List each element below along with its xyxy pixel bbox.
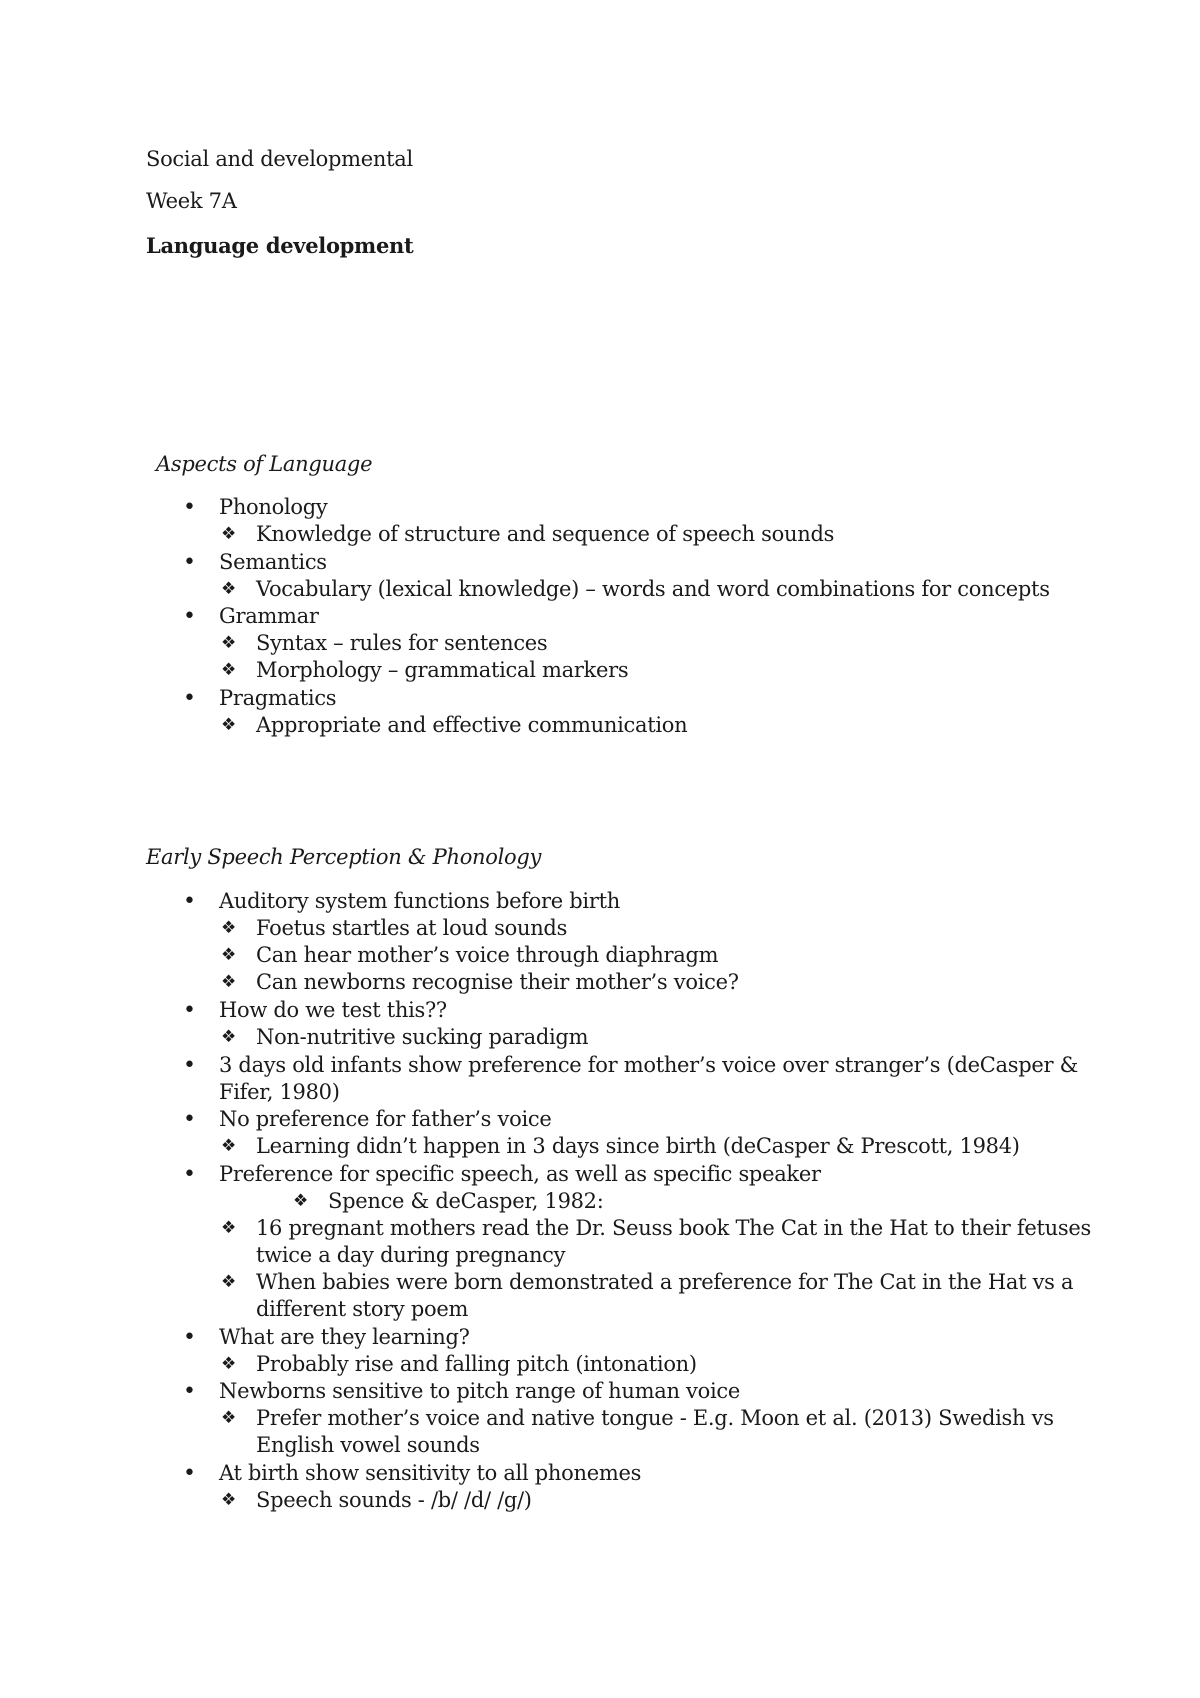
sub-list-item: Foetus startles at loud sounds bbox=[256, 916, 568, 940]
list-item: At birth show sensitivity to all phonemes bbox=[219, 1461, 642, 1485]
diamond-bullet-icon: ❖ bbox=[293, 1191, 309, 1211]
bullet-icon: • bbox=[183, 1107, 196, 1132]
page-title: Language development bbox=[146, 233, 414, 258]
diamond-bullet-icon: ❖ bbox=[221, 918, 237, 938]
sub-list-item-continuation: twice a day during pregnancy bbox=[256, 1243, 566, 1267]
bullet-icon: • bbox=[183, 604, 196, 629]
diamond-bullet-icon: ❖ bbox=[221, 715, 237, 735]
section-heading-aspects: Aspects of Language bbox=[156, 452, 373, 476]
diamond-bullet-icon: ❖ bbox=[221, 524, 237, 544]
sub-list-item: Prefer mother’s voice and native tongue - E.g. Moon et al. (2013) Swedish vs bbox=[256, 1406, 1054, 1430]
bullet-icon: • bbox=[183, 495, 196, 520]
sub-list-item: Morphology – grammatical markers bbox=[256, 658, 629, 682]
bullet-icon: • bbox=[183, 1461, 196, 1486]
diamond-bullet-icon: ❖ bbox=[221, 1354, 237, 1374]
sub-list-item: Learning didn’t happen in 3 days since birth (deCasper & Prescott, 1984) bbox=[256, 1134, 1020, 1158]
sub-list-item: Knowledge of structure and sequence of speech sounds bbox=[256, 522, 835, 546]
course-title: Social and developmental bbox=[146, 147, 413, 171]
list-item: 3 days old infants show preference for mother’s voice over stranger’s (deCasper & bbox=[219, 1053, 1079, 1077]
list-item: Preference for specific speech, as well as specific speaker bbox=[219, 1162, 821, 1186]
sub-list-item: Syntax – rules for sentences bbox=[256, 631, 548, 655]
diamond-bullet-icon: ❖ bbox=[221, 579, 237, 599]
sub-list-item: Probably rise and falling pitch (intonation) bbox=[256, 1352, 697, 1376]
list-item: Pragmatics bbox=[219, 686, 337, 710]
sub-list-item: Speech sounds - /b/ /d/ /g/) bbox=[256, 1488, 532, 1512]
diamond-bullet-icon: ❖ bbox=[221, 1218, 237, 1238]
diamond-bullet-icon: ❖ bbox=[221, 945, 237, 965]
sub-list-item: When babies were born demonstrated a preference for The Cat in the Hat vs a bbox=[256, 1270, 1074, 1294]
bullet-icon: • bbox=[183, 889, 196, 914]
week-label: Week 7A bbox=[146, 189, 237, 213]
diamond-bullet-icon: ❖ bbox=[221, 633, 237, 653]
sub-list-item: Can hear mother’s voice through diaphragm bbox=[256, 943, 719, 967]
bullet-icon: • bbox=[183, 550, 196, 575]
sub-list-item-continuation: different story poem bbox=[256, 1297, 469, 1321]
diamond-bullet-icon: ❖ bbox=[221, 1027, 237, 1047]
list-item: Auditory system functions before birth bbox=[219, 889, 620, 913]
list-item: Phonology bbox=[219, 495, 328, 519]
list-item-continuation: Fifer, 1980) bbox=[219, 1080, 340, 1104]
diamond-bullet-icon: ❖ bbox=[221, 1408, 237, 1428]
sub-list-item-continuation: English vowel sounds bbox=[256, 1433, 480, 1457]
diamond-bullet-icon: ❖ bbox=[221, 1490, 237, 1510]
diamond-bullet-icon: ❖ bbox=[221, 972, 237, 992]
list-item: What are they learning? bbox=[219, 1325, 470, 1349]
list-item: Newborns sensitive to pitch range of human voice bbox=[219, 1379, 740, 1403]
list-item: No preference for father’s voice bbox=[219, 1107, 552, 1131]
sub-list-item: 16 pregnant mothers read the Dr. Seuss book The Cat in the Hat to their fetuses bbox=[256, 1216, 1091, 1240]
sub-list-item: Non-nutritive sucking paradigm bbox=[256, 1025, 589, 1049]
sub-list-item: Can newborns recognise their mother’s voice? bbox=[256, 970, 739, 994]
diamond-bullet-icon: ❖ bbox=[221, 1136, 237, 1156]
sub-list-item: Spence & deCasper, 1982: bbox=[328, 1189, 604, 1213]
list-item: Semantics bbox=[219, 550, 327, 574]
section-heading-early-speech: Early Speech Perception & Phonology bbox=[146, 845, 542, 869]
list-item: How do we test this?? bbox=[219, 998, 447, 1022]
bullet-icon: • bbox=[183, 1325, 196, 1350]
bullet-icon: • bbox=[183, 998, 196, 1023]
sub-list-item: Appropriate and effective communication bbox=[256, 713, 688, 737]
diamond-bullet-icon: ❖ bbox=[221, 1272, 237, 1292]
list-item: Grammar bbox=[219, 604, 319, 628]
diamond-bullet-icon: ❖ bbox=[221, 660, 237, 680]
sub-list-item: Vocabulary (lexical knowledge) – words and word combinations for concepts bbox=[256, 577, 1050, 601]
bullet-icon: • bbox=[183, 1379, 196, 1404]
bullet-icon: • bbox=[183, 1162, 196, 1187]
bullet-icon: • bbox=[183, 686, 196, 711]
bullet-icon: • bbox=[183, 1053, 196, 1078]
